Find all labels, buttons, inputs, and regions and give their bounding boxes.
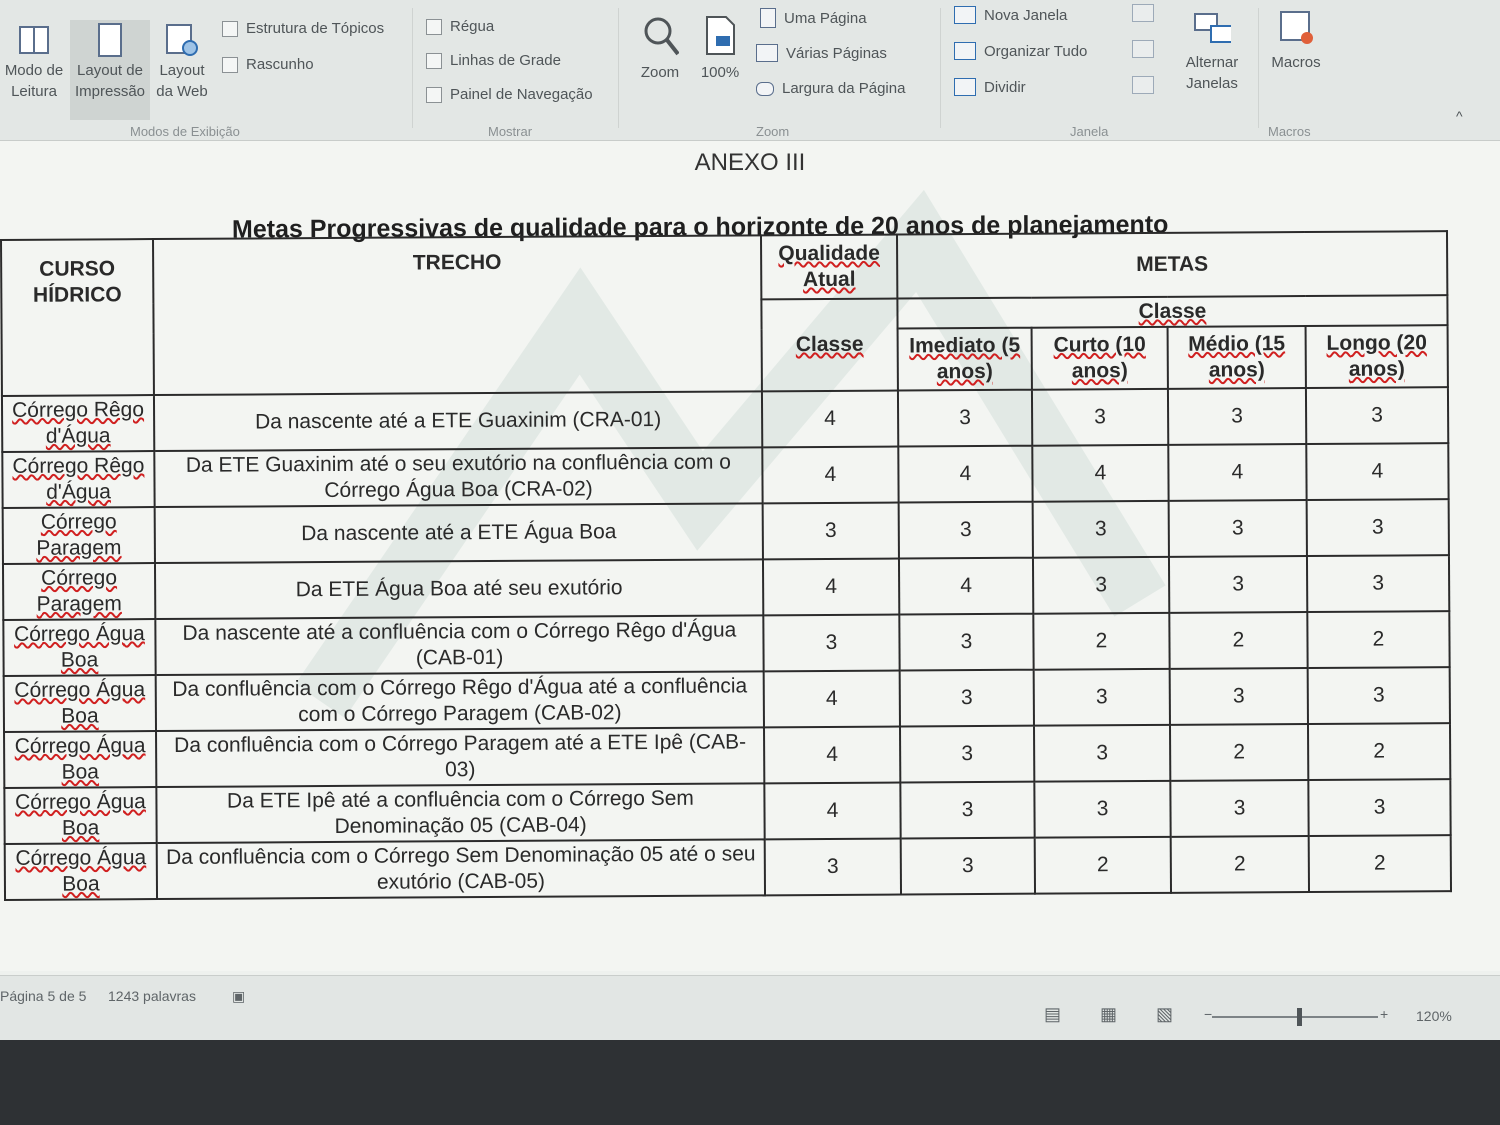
meta-medio-cell[interactable]: 3 [1169,500,1307,557]
split-label: Dividir [984,78,1026,96]
table-row [2,443,1448,508]
ribbon-view-tab [0,0,1500,141]
meta-curto-cell[interactable]: 4 [1032,445,1168,502]
header-classe-atual: Classe [761,299,898,392]
multiple-pages-button[interactable] [756,44,887,62]
arrange-all-label: Organizar Tudo [984,42,1088,60]
meta-longo-cell[interactable]: 3 [1306,387,1448,444]
multiple-pages-icon [756,44,778,62]
separator [1258,8,1259,128]
trecho-cell[interactable]: Da nascente até a ETE Guaxinim (CRA-01) [154,391,762,451]
trecho-cell[interactable]: Da ETE Água Boa até seu exutório [155,559,763,619]
meta-medio-cell[interactable]: 2 [1170,724,1308,781]
read-mode-button[interactable] [0,20,68,102]
meta-longo-cell[interactable]: 3 [1307,555,1449,612]
table-title: Metas Progressivas de qualidade para o horizonte de 20 anos de planejamento [231,210,1169,244]
meta-medio-cell[interactable]: 3 [1168,388,1306,445]
classe-atual-cell[interactable]: 4 [762,391,898,448]
classe-atual-cell[interactable]: 4 [763,559,899,616]
sync-scroll-icon [1132,40,1154,58]
meta-imediato-cell[interactable]: 3 [899,614,1033,671]
zoom-in-icon[interactable]: + [1380,1006,1389,1022]
curso-hidrico-cell[interactable]: Córrego Rêgo d'Água [2,395,154,452]
gridlines-label: Linhas de Grade [450,52,561,69]
curso-hidrico-cell[interactable]: Córrego Água Boa [4,731,156,788]
side-by-side-button[interactable] [1132,4,1154,22]
zoom-100-button[interactable] [694,10,746,83]
macro-icon [1277,4,1315,52]
meta-curto-cell[interactable]: 3 [1033,557,1169,614]
read-mode-view-icon[interactable]: ▤ [1044,1004,1062,1024]
reset-position-button[interactable] [1132,76,1154,94]
new-window-label: Nova Janela [984,6,1068,24]
trecho-cell[interactable]: Da nascente até a ETE Água Boa [155,503,763,563]
print-layout-label: Layout de Impressão [74,62,146,100]
classe-atual-cell[interactable]: 3 [763,615,899,672]
side-by-side-icon [1132,4,1154,22]
meta-longo-cell[interactable]: 3 [1307,499,1449,556]
header-curso-hidrico: CURSO HÍDRICO [1,239,154,396]
document-page[interactable] [0,141,1500,971]
table-row [2,387,1448,452]
table-body [2,387,1451,900]
page-width-icon [756,82,774,96]
meta-longo-cell[interactable]: 3 [1308,779,1450,836]
trecho-cell[interactable]: Da confluência com o Córrego Rêgo d'Água até a confluência com o Córrego Paragem (CAB-02) [156,671,764,731]
meta-longo-cell[interactable]: 2 [1309,835,1451,892]
draft-option[interactable] [222,56,314,73]
arrange-all-button[interactable] [954,42,1087,60]
draft-label: Rascunho [246,56,314,73]
table-row [4,779,1450,844]
page-width-button[interactable] [756,80,905,97]
multiple-pages-label: Várias Páginas [786,44,887,62]
taskbar [0,1040,1500,1125]
header-imediato: Imediato (5 anos) [898,328,1032,391]
page-zoom-icon [701,10,739,62]
meta-imediato-cell[interactable]: 4 [899,558,1033,615]
zoom-label: Zoom [640,64,680,81]
one-page-label: Uma Página [784,9,867,27]
trecho-cell[interactable]: Da confluência com o Córrego Paragem até a ETE Ipê (CAB-03) [156,727,764,787]
collapse-ribbon-icon[interactable]: ^ [1456,108,1463,124]
header-medio: Médio (15 anos) [1168,326,1306,389]
header-curto: Curto (10 anos) [1032,327,1168,390]
meta-imediato-cell[interactable]: 3 [899,502,1033,559]
trecho-cell[interactable]: Da ETE Ipê até a confluência com o Córrego Sem Denominação 05 (CAB-04) [156,783,764,843]
one-page-button[interactable] [760,8,867,28]
table-row [3,611,1449,676]
outline-option[interactable] [222,20,384,37]
arrange-all-icon [954,42,976,60]
meta-longo-cell[interactable]: 2 [1307,611,1449,668]
meta-medio-cell[interactable]: 4 [1168,444,1306,501]
table-row [5,835,1451,900]
zoom-slider-thumb[interactable] [1297,1008,1302,1026]
ruler-option[interactable] [426,18,494,35]
curso-hidrico-cell[interactable]: Córrego Paragem [3,563,155,620]
views-group-label: Modos de Exibição [130,124,240,139]
header-qualidade-atual: Qualidade Atual [761,235,897,300]
meta-medio-cell[interactable]: 2 [1169,612,1307,669]
read-mode-label: Modo de Leitura [4,62,64,100]
meta-curto-cell[interactable]: 2 [1035,837,1171,894]
header-classe: Classe [897,295,1447,328]
header-metas: METAS [897,231,1447,298]
web-layout-button[interactable] [150,20,214,102]
zoom-button[interactable] [630,10,690,83]
classe-atual-cell[interactable]: 4 [764,727,900,784]
gridlines-checkbox[interactable] [426,53,442,69]
reset-position-icon [1132,76,1154,94]
web-layout-view-icon[interactable]: ▧ [1156,1004,1174,1024]
nav-pane-label: Painel de Navegação [450,86,593,103]
one-page-icon [760,8,776,28]
meta-medio-cell[interactable]: 3 [1170,780,1308,837]
meta-longo-cell[interactable]: 2 [1308,723,1450,780]
meta-medio-cell[interactable]: 3 [1170,668,1308,725]
switch-windows-button[interactable] [1172,4,1252,94]
goals-table [0,230,1452,901]
zoom-level[interactable]: 120% [1416,1008,1452,1024]
curso-hidrico-cell[interactable]: Córrego Água Boa [3,619,155,676]
table-row [4,667,1450,732]
new-window-icon [954,6,976,24]
classe-atual-cell[interactable]: 4 [764,783,900,840]
zoom-slider[interactable] [1212,1016,1378,1018]
nav-pane-checkbox[interactable] [426,87,442,103]
outline-checkbox[interactable] [222,21,238,37]
table-row [3,555,1449,620]
web-layout-label: Layout da Web [156,62,208,100]
word-count[interactable]: 1243 palavras [108,988,196,1004]
trecho-cell[interactable]: Da nascente até a confluência com o Córrego Rêgo d'Água (CAB-01) [155,615,763,675]
gridlines-option[interactable] [426,52,561,69]
globe-page-icon [163,20,201,60]
separator [618,8,619,128]
show-group-label: Mostrar [488,124,533,139]
curso-hidrico-cell[interactable]: Córrego Água Boa [4,675,156,732]
header-trecho: TRECHO [153,235,762,395]
meta-imediato-cell[interactable]: 3 [900,670,1034,727]
window-group-label: Janela [1070,124,1109,139]
header-longo: Longo (20 anos) [1306,325,1448,388]
draft-checkbox[interactable] [222,57,238,73]
macros-group-label: Macros [1268,124,1311,139]
proofing-icon[interactable]: ▣ [232,988,246,1004]
classe-atual-cell[interactable]: 4 [764,671,900,728]
nav-pane-option[interactable] [426,86,593,103]
page-count[interactable]: Página 5 de 5 [0,988,87,1004]
classe-atual-cell[interactable]: 3 [765,839,901,896]
meta-imediato-cell[interactable]: 3 [901,838,1035,895]
book-icon [15,20,53,60]
meta-longo-cell[interactable]: 3 [1308,667,1450,724]
split-button[interactable] [954,78,1026,96]
curso-hidrico-cell[interactable]: Córrego Água Boa [4,787,156,844]
ruler-checkbox[interactable] [426,19,442,35]
macros-label: Macros [1271,54,1321,71]
meta-curto-cell[interactable]: 2 [1033,613,1169,670]
trecho-cell[interactable]: Da confluência com o Córrego Sem Denominação 05 até o seu exutório (CAB-05) [157,839,765,899]
meta-imediato-cell[interactable]: 4 [898,446,1032,503]
macros-button[interactable] [1262,4,1330,73]
sync-scroll-button[interactable] [1132,40,1154,58]
zoom-out-icon[interactable]: − [1204,1006,1213,1022]
separator [412,8,413,128]
table-row [4,723,1450,788]
meta-medio-cell[interactable]: 2 [1171,836,1309,893]
curso-hidrico-cell[interactable]: Córrego Água Boa [5,843,157,900]
meta-curto-cell[interactable]: 3 [1034,725,1170,782]
zoom-100-label: 100% [700,64,740,81]
meta-curto-cell[interactable]: 3 [1034,669,1170,726]
classe-atual-cell[interactable]: 3 [763,503,899,560]
magnifier-icon [641,10,679,62]
print-layout-button[interactable] [70,20,150,120]
separator [940,8,941,128]
status-bar [0,975,1500,1040]
meta-curto-cell[interactable]: 3 [1032,389,1168,446]
meta-curto-cell[interactable]: 3 [1033,501,1169,558]
split-icon [954,78,976,96]
meta-imediato-cell[interactable]: 3 [898,390,1032,447]
zoom-group-label: Zoom [756,124,790,139]
meta-imediato-cell[interactable]: 3 [900,726,1034,783]
page-icon [91,20,129,60]
meta-curto-cell[interactable]: 3 [1034,781,1170,838]
classe-atual-cell[interactable]: 4 [762,447,898,504]
curso-hidrico-cell[interactable]: Córrego Rêgo d'Água [2,451,154,508]
page-width-label: Largura da Página [782,80,906,97]
meta-imediato-cell[interactable]: 3 [900,782,1034,839]
new-window-button[interactable] [954,6,1067,24]
switch-windows-label: Alternar Janelas [1185,54,1239,92]
switch-windows-icon [1193,4,1231,52]
table-row [3,499,1449,564]
ruler-label: Régua [450,18,495,35]
print-layout-view-icon[interactable]: ▦ [1100,1004,1118,1024]
meta-medio-cell[interactable]: 3 [1169,556,1307,613]
curso-hidrico-cell[interactable]: Córrego Paragem [3,507,155,564]
annex-heading: ANEXO III [694,149,806,176]
trecho-cell[interactable]: Da ETE Guaxinim até o seu exutório na confluência com o Córrego Água Boa (CRA-02) [154,447,762,507]
meta-longo-cell[interactable]: 4 [1306,443,1448,500]
outline-label: Estrutura de Tópicos [246,20,385,37]
